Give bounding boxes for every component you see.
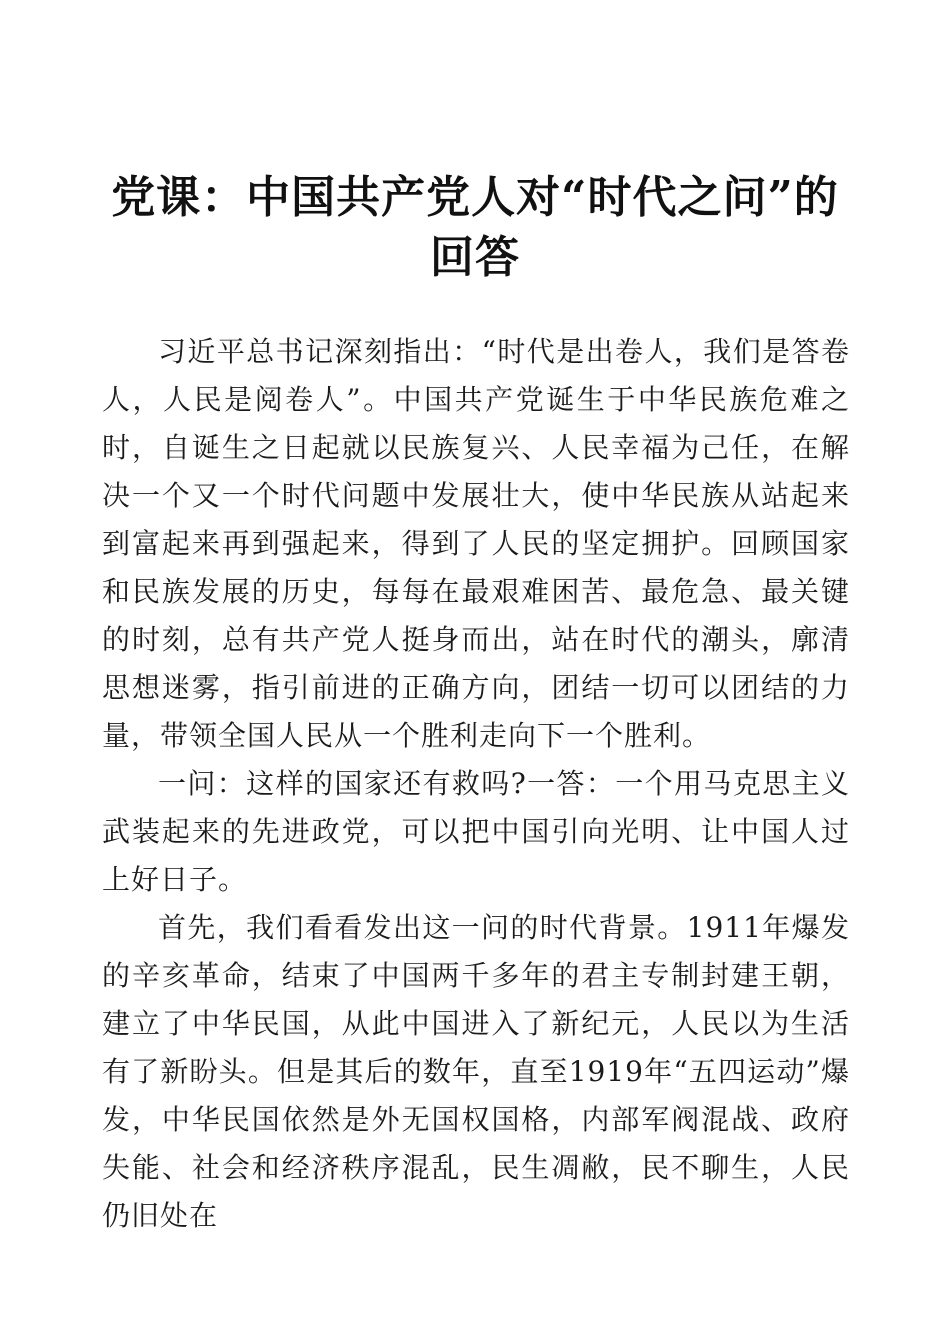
document-body [102,328,850,1240]
paragraph-background: 首先，我们看看发出这一问的时代背景。1911年爆发的辛亥革命，结束了中国两千多年的君主专制封建王朝，建立了中华民国，从此中国进入了新纪元，人民以为生活有了新盼头。但是其后的数年，直至1919年“五四运动”爆发，中华民国依然是外无国权国格，内部军阀混战、政府失能、社会和经济秩序混乱，民生凋敝，民不聊生，人民仍旧处在 [102,911,850,1232]
document-title: 党课：中国共产党人对“时代之问”的回答 [111,172,839,283]
paragraph-intro: 习近平总书记深刻指出：“时代是出卷人，我们是答卷人，人民是阅卷人”。中国共产党诞生于中华民族危难之时，自诞生之日起就以民族复兴、人民幸福为己任，在解决一个又一个时代问题中发展壮大，使中华民族从站起来到富起来再到强起来，得到了人民的坚定拥护。回顾国家和民族发展的历史，每每在最艰难困苦、最危急、最关键的时刻，总有共产党人挺身而出，站在时代的潮头，廓清思想迷雾，指引前进的正确方向，团结一切可以团结的力量，带领全国人民从一个胜利走向下一个胜利。 [102,335,850,752]
paragraph-first-question: 一问：这样的国家还有救吗?一答：一个用马克思主义武装起来的先进政党，可以把中国引向光明、让中国人过上好日子。 [102,767,850,896]
